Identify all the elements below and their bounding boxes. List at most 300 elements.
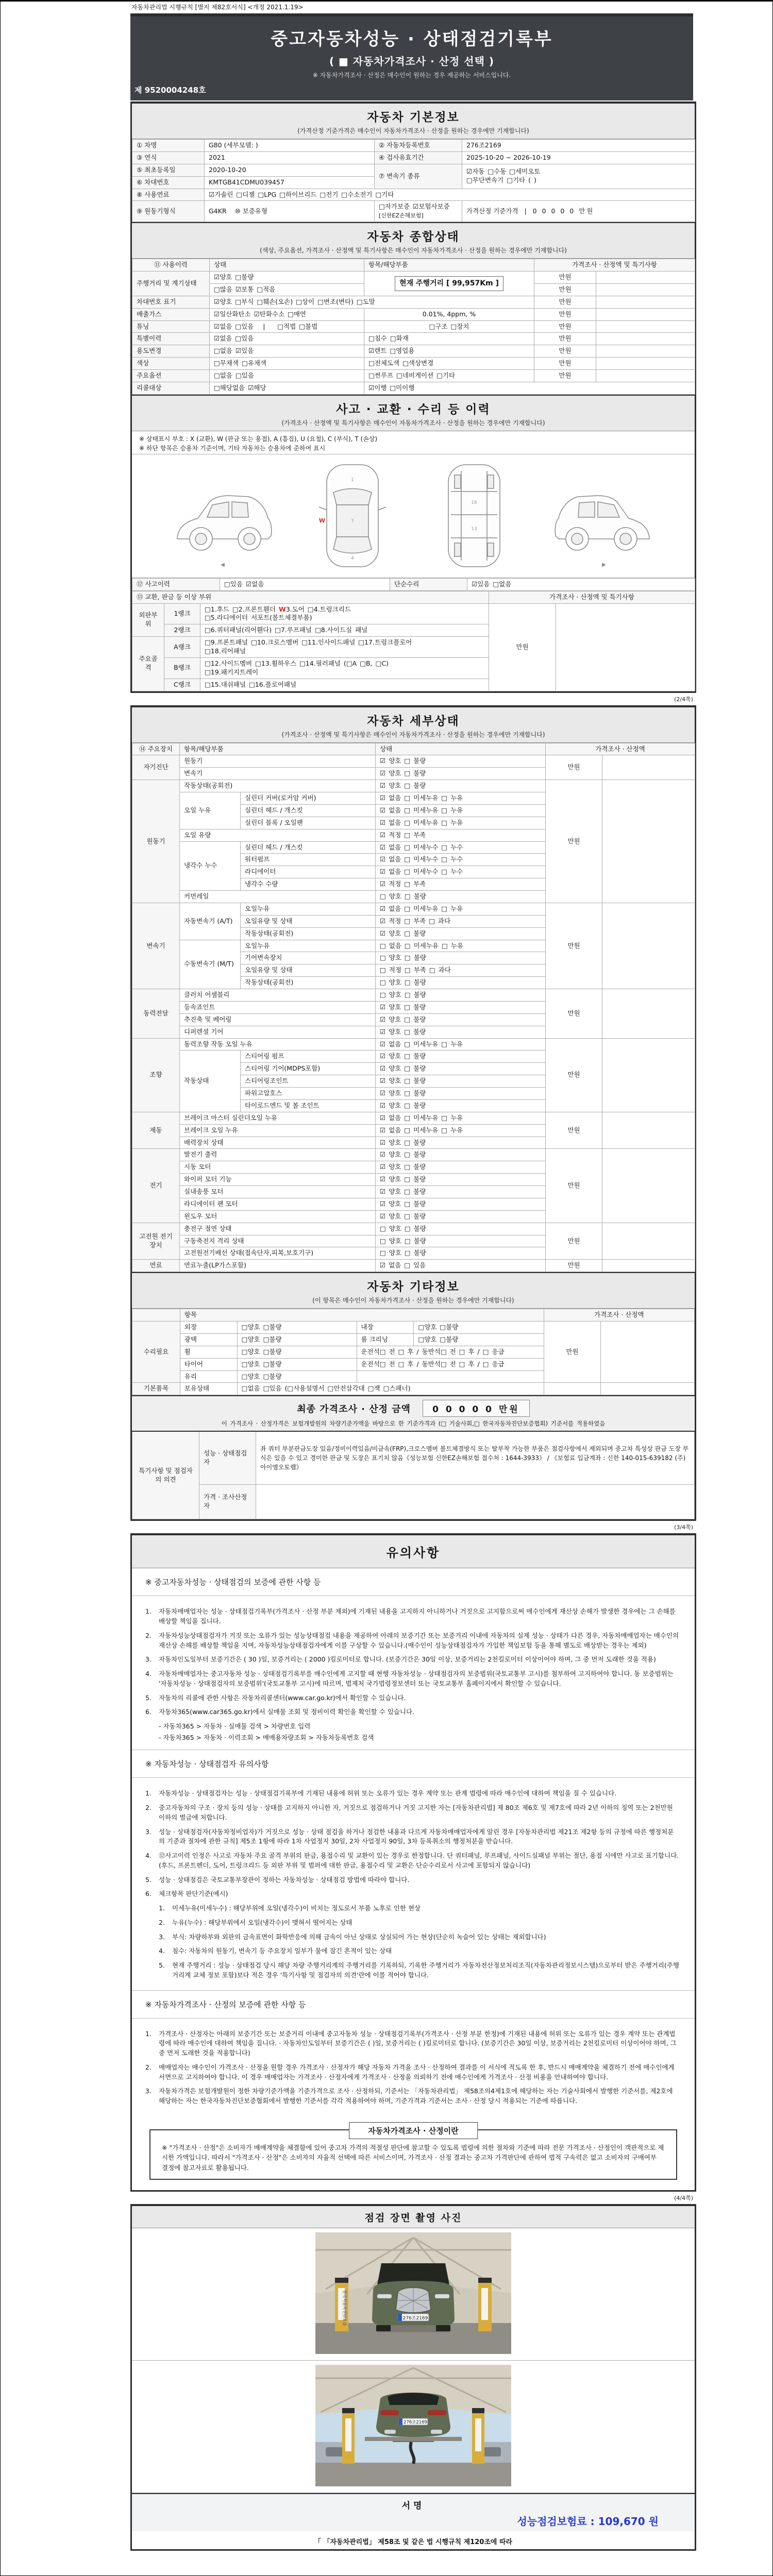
legend-line-1: ※ 상태표시 부호 : X (교환), W (판금 또는 용접), A (흠집), U (요철), C (부식), T (손상) [139, 435, 378, 443]
rank2-parts: □6.쿼터패널(리어휀다) □7.루프패널 □8.사이드실 패널 [200, 624, 489, 637]
part: 냉각수 수량 [241, 878, 376, 891]
rankA-line2: □18.리어패널 [205, 647, 246, 655]
state: ☑ 양호 □ 불량 [376, 1161, 546, 1174]
price-cell: 만원 [534, 345, 596, 358]
accident-title: 사고 · 교환 · 수리 등 이력 [336, 402, 491, 416]
field-label-engine-type: ⑨ 원동기형식 [132, 201, 205, 222]
recall-parts: ☑이행 □미이행 [364, 382, 695, 394]
state: ☑ 양호 □ 불량 [376, 927, 546, 940]
notes-cell [602, 903, 695, 989]
notice-block1-items [132, 1596, 695, 1750]
notice-item: 1. 가격조사 · 산정자는 아래의 보증기간 또는 보증거리 이내에 중고자동차 성능 · 상태점검기록부(가격조사 · 산정 부분 한정)에 기재된 내용에 허위 또는 오류가 있는 경우 계약 또는 관계법령에 따라 매수인에 대하여 책임을 집니다. · 자동차인도일부터 보증기간은 ( )일, 보증거리는 ( )킬로미터로 합니다. (보증기간은 30일 이상, 보증거리는 2천킬로미터 이상이어야 하며, 그 중 먼저 도래한 것을 적용합니다) [145, 2029, 677, 2057]
part: 기어변속장치 [241, 952, 376, 964]
section-box-4 [130, 2204, 696, 2551]
notes-cell [602, 780, 695, 903]
recall-state: □해당없음 ☑해당 [210, 382, 364, 394]
part: 오일유량 및 상태 [241, 964, 376, 977]
state: ☑ 양호 □ 불량 [376, 1050, 546, 1063]
tire-detail: 운전석□ 전 □ 후 / 동반석□ 전 □ 후 / □ 응급 [357, 1358, 544, 1370]
document-title: 중고자동차성능 · 상태점검기록부 [271, 29, 553, 49]
odometer-value: 현재 주행거리 [ 99,957Km ] [395, 276, 503, 291]
special-state: ☑없음 □있음 [210, 333, 364, 345]
transmission-options-2: □무단변속기 □기타 ( ) [466, 176, 536, 184]
notice-block3-items [132, 2019, 695, 2116]
color-state: □무채색 □유채색 [210, 358, 364, 370]
notice-item: 3. 자동차인도일부터 보증기간은 ( 30 )일, 보증거리는 ( 2000 )킬로미터로 합니다. (보증기간은 30일 이상, 보증거리는 2천킬로미터 이상이어야 하며, 그 중 먼저 도래한 것을 적용) [145, 1655, 656, 1664]
state: □ 양호 □ 불량 [376, 1223, 546, 1235]
notice-item: 1. 자동차매매업자는 성능 · 상태점검기록부(가격조사 · 산정 부분 제외)에 기재된 내용을 고지하지 아니하거나 거짓으로 고지함으로써 매수인에게 재산상 손해가 발생한 경우에는 그 손해를 배상할 책임을 집니다. [145, 1607, 676, 1625]
tire-state: □양호 □불량 [237, 1358, 357, 1370]
mileage-state-2: □많음 ☑보통 □적음 [210, 283, 364, 296]
item: 구동축전지 격리 상태 [180, 1235, 376, 1247]
document-header [130, 13, 693, 100]
part: 실린더 헤드 / 개스킷 [241, 841, 376, 854]
col-parts: 항목/해당부품 [364, 259, 534, 272]
price-cell: 만원 [534, 370, 596, 382]
section-box-3 [130, 1533, 696, 2192]
detail-subtitle: (가격조사 · 산정액 및 특기사항은 매수인이 자동차가격조사 · 산정을 원하는 경우에만 기재합니다) [281, 731, 545, 738]
inspection-photo-front [132, 2228, 695, 2361]
detail-header [132, 707, 695, 743]
wheel-label: 휠 [180, 1346, 237, 1358]
ext-label: 외장 [180, 1321, 237, 1334]
notes-cell [601, 1321, 695, 1383]
item: 동력조향 작동 오일 누유 [180, 1038, 376, 1050]
svg-text:1: 1 [350, 477, 354, 483]
front-license-plate: 276조2169 [402, 2315, 428, 2321]
notes-cell [596, 358, 695, 370]
col-usage-history: ⑪ 사용이력 [132, 259, 210, 272]
state: ☑ 없음 □ 미세누유 □ 누유 [376, 903, 546, 915]
state: □ 적정 □ 부족 □ 과다 [376, 964, 546, 977]
state: ☑ 양호 □ 불량 [376, 1063, 546, 1075]
price-cell: 만원 [534, 333, 596, 345]
diagram-caption: ◀ [221, 562, 225, 568]
notice-subitem: 1. 미세누유(미세누수) : 해당부위에 오일(냉각수)이 비치는 정도로서 부품 노후로 인한 현상 [159, 1904, 421, 1912]
field-label-car-name: ① 차명 [132, 140, 205, 152]
part: 작동상태(공회전) [241, 927, 376, 940]
state: ☑ 양호 □ 불량 [376, 780, 546, 792]
part: 워터펌프 [241, 854, 376, 866]
notice-block1-title: ※ 중고자동차성능 · 상태점검의 보증에 관한 사항 등 [132, 1568, 695, 1596]
group-selfdiag: 자기진단 [132, 755, 180, 780]
notice-item: 5. 성능 · 상태점검은 국토교통부장관이 정하는 자동차성능 · 상태점검 방법에 따라야 합니다. [145, 1875, 410, 1884]
state: ☑ 양호 □ 불량 [376, 1075, 546, 1088]
price-cell: 만원 [546, 780, 602, 903]
rankC-parts: □15.대쉬패널 □16.플로어패널 [200, 679, 489, 691]
final-price-band [132, 1395, 695, 1431]
state: ☑ 양호 □ 불량 [376, 1099, 546, 1112]
price-cell: 만원 [546, 989, 602, 1039]
tire-label: 타이어 [180, 1358, 237, 1370]
notice-item: 3. 자동차가격은 보험개발원이 정한 차량기준가액을 기준가격으로 조사 · 산정하되, 기준서는 「자동차관리법」 제58조의4제1호에 해당하는 자는 기술사회에서 발행한 기준서를, 제2호에 해당하는 자는 한국자동차진단보증협회에서 발행한 기준서를 각각 적용하여야 하며, 기준가격과 기준서는 조사 · 산정 당시 적용되는 기준에 따릅니다. [145, 2087, 673, 2105]
rank1-mid: 3.도어 □4.트렁크리드 [285, 605, 351, 613]
photo-front-illustration [315, 2232, 511, 2354]
int-label: 내장 [357, 1321, 414, 1334]
emission-values: 0.01%, 4ppm, % [364, 308, 534, 320]
field-fuel: ☑가솔린 □디젤 □LPG □하이브리드 □전기 □수소전기 □기타 [205, 189, 695, 201]
etc-col-item: 항목 [180, 1309, 544, 1321]
item: 작동상태(공회전) [180, 780, 376, 792]
photos-header [132, 2206, 695, 2228]
signature-label: 서명 [401, 2500, 425, 2511]
notice-item: 2. 중고자동차의 구조 · 장치 등의 성능 · 상태를 고지하지 아니한 자, 거짓으로 점검하거나 거짓 고지한 자는 [자동차관리법] 제 80조 제6호 및 제7호에 따라 2년 이하의 징역 또는 2천만원 이하의 벌금에 처합니다. [145, 1804, 673, 1821]
row-usage-change-label: 용도변경 [132, 345, 210, 358]
rank-price-column: 가격조사 · 산정액 및 특기사항 [489, 591, 695, 603]
car-underbody-diagram [430, 461, 518, 571]
state: ☑ 양호 □ 불량 [376, 755, 546, 768]
page-marker-3: (3/4쪽) [674, 1524, 693, 1531]
group-powertrain: 동력전달 [132, 989, 180, 1039]
item: 고전원전기배선 상태(접속단자,피복,보호기구) [180, 1247, 376, 1260]
field-inspection: 2025-10-20 ~ 2026-10-19 [462, 151, 695, 164]
notice-item: 6. 체크항목 판단기준(예시) [145, 1890, 228, 1898]
notes-cell [602, 1260, 695, 1272]
item: 커먼레일 [180, 891, 376, 903]
tuning-state-2: □적법 □불법 [277, 322, 318, 330]
price-cell: 만원 [534, 358, 596, 370]
col-price-notes: 가격조사 · 산정액 및 특기사항 [534, 259, 695, 272]
notice-item: 4. 자동차매매업자는 중고자동차 성능 · 상태점검기록부를 매수인에게 고지할 때 현행 자동차성능 · 상태점검자의 보증범위(국토교통부 고시)를 첨부하여 고지하여야 합니다. 동 보증범위는 '자동차성능 · 상태점검자의 보증범위'(국토교통부 고시)에 따르며, 법제처 국가법령정보센터 또는 국토교통부 홈페이지에서 확인할 수 있습니다. [145, 1670, 674, 1687]
color-parts: □전체도색 □색상변경 [364, 358, 534, 370]
item: 브레이크 마스터 실린더오일 누유 [180, 1112, 376, 1124]
polish-label: 광택 [180, 1333, 237, 1346]
item: 시동 모터 [180, 1161, 376, 1174]
state: ☑ 양호 □ 불량 [376, 768, 546, 780]
basic-info-title: 자동차 기본정보 [367, 111, 460, 124]
part: 파워고압호스 [241, 1088, 376, 1100]
state: ☑ 양호 □ 불량 [376, 1186, 546, 1198]
notes-cell [602, 1223, 695, 1260]
state: ☑ 없음 □ 미세누수 □ 누수 [376, 854, 546, 866]
item: 연료누출(LP가스포함) [180, 1260, 376, 1272]
state: □ 양호 □ 불량 [376, 989, 546, 1002]
inspector-label: 성능 · 상태점검자 [199, 1431, 256, 1485]
price-cell: 만원 [534, 296, 596, 308]
field-label-fuel: ⑧ 사용연료 [132, 189, 205, 201]
notice-subitem: - 자동차365 > 자동차 · 실매물 검색 > 차량번호 입력 [159, 1722, 311, 1730]
notice-subitem: 3. 부식: 차량하부와 외판의 금속표면이 화학반응에 의해 금속이 아닌 상태로 상실되어 가는 현상(단순히 녹슬어 있는 상태는 제외합니다) [159, 1933, 546, 1941]
price-cell: 만원 [546, 903, 602, 989]
row-options-label: 주요옵션 [132, 370, 210, 382]
notes-cell [596, 345, 695, 358]
notice-item: 4. ⑫사고이력 인정은 사고로 자동차 주요 골격 부위의 판금, 용접수리 및 교환이 있는 경우로 한정합니다. 단 쿼터패널, 루프패널, 사이드실패널 부위는 절단, 용접 시에만 사고로 표기합니다. (후드, 프론트펜더, 도어, 트렁크리드 등 외판 부위 및 범퍼에 대한 판금, 용접수리 및 교환은 단순수리로서 사고에 포함되지 않습니다) [145, 1852, 679, 1869]
notes-cell [602, 1038, 695, 1112]
notice-title: 유의사항 [132, 1535, 695, 1568]
warranty-options: □자가보증 ☑보험사보증 [379, 202, 450, 211]
door-weld-mark: W [318, 517, 325, 524]
price-cell: 만원 [546, 1038, 602, 1112]
part: 실린더 헤드 / 개스킷 [241, 804, 376, 817]
rankA-line1: □9.프론트패널 □10.크로스멤버 □11.인사이드패널 □17.트렁크플로어 [205, 638, 412, 647]
part: 타이로드엔드 및 볼 조인트 [241, 1099, 376, 1112]
state: ☑ 적정 □ 부족 □ 과다 [376, 915, 546, 927]
rankA-parts [200, 637, 489, 658]
subgroup-mt: 수동변속기 (M/T) [180, 940, 241, 989]
notes-cell [596, 272, 695, 284]
panel-rank-table [132, 591, 695, 691]
field-reg-no: 276조2169 [462, 140, 695, 152]
usage-change-parts: ☑렌트 □영업용 [364, 345, 534, 358]
rank1-parts [200, 603, 489, 624]
notes-cell [602, 1112, 695, 1149]
accident-history-state: □있음 ☑없음 [220, 578, 390, 590]
notes-cell [596, 308, 695, 320]
tuning-parts: □구조 □장치 [364, 320, 534, 333]
field-transmission [462, 164, 695, 189]
basic-info-subtitle: (가격산정 기준가격은 매수인이 자동차가격조사 · 산정을 원하는 경우에만 기재합니다) [297, 127, 529, 134]
state: ☑ 양호 □ 불량 [376, 1198, 546, 1210]
room-label: 룸 크리닝 [357, 1333, 414, 1346]
car-top-view-diagram [309, 461, 396, 571]
notes-cell [602, 1149, 695, 1223]
document-number: 제 9520004248호 [135, 86, 206, 95]
item: 오일 유량 [180, 829, 376, 841]
state: □ 양호 □ 불량 [376, 977, 546, 989]
hold-label: 보유상태 [180, 1383, 237, 1395]
state: □ 양호 □ 불량 [376, 952, 546, 964]
wheel-state: □양호 □불량 [237, 1346, 357, 1358]
state: ☑ 적정 □ 부족 [376, 829, 546, 841]
rankA-label: A랭크 [164, 637, 200, 658]
state: ☑ 없음 □ 미세누유 □ 누유 [376, 804, 546, 817]
field-car-name: G80 (세부모델: ) [205, 140, 375, 152]
group-steering: 조향 [132, 1038, 180, 1112]
field-label-first-reg: ⑤ 최초등록일 [132, 164, 205, 176]
diagram-caption: ▶ [601, 562, 606, 568]
notice-item: 2. 자동차성능상태점검자가 거짓 또는 오류가 있는 성능상태점검 내용을 제공하여 아래의 보증기간 또는 보증거리 이내에 자동차의 실제 성능 · 상태가 다른 경우, 자동차매매업자는 매수인의 재산상 손해를 배상할 책임을 지며, 자동차성능상태점검자에게 이를 구상할 수 있습니다.(매수인이 성능상태점검자가 가입한 책임보험 등을 통해 별도로 배상받는 경우는 제외) [145, 1631, 679, 1649]
item: 디퍼렌셜 기어 [180, 1026, 376, 1038]
state: ☑ 없음 □ 미세누유 □ 누유 [376, 1038, 546, 1050]
field-label-transmission: ⑦ 변속기 종류 [375, 164, 462, 189]
state: ☑ 없음 □ 미세누유 □ 누유 [376, 817, 546, 829]
section-box-2 [130, 705, 696, 1521]
rankB-line2: □19.패키지트레이 [205, 668, 259, 676]
state: ☑ 양호 □ 불량 [376, 1013, 546, 1026]
inspection-insurance-fee: 성능점검보험료 : 109,670 원 [517, 2515, 659, 2528]
state: ☑ 양호 □ 불량 [376, 1174, 546, 1186]
item: 와이퍼 모터 기능 [180, 1174, 376, 1186]
field-year: 2021 [205, 151, 375, 164]
price-cell: 만원 [534, 272, 596, 284]
price-cell: 만원 [546, 1223, 602, 1260]
notice-block2-items [132, 1778, 695, 1990]
rank1-pre: □1.후드 □2.프론트휀더 [205, 605, 279, 613]
price-definition-body: ※ "가격조사 · 산정"은 소비자가 매매계약을 체결함에 있어 중고차 가격의 적절성 판단에 참고할 수 있도록 법령에 의한 절차와 기준에 따라 전문 가격조사 · 산정인이 객관적으로 제시한 가액입니다. 따라서 "가격조사 · 산정"은 소비자의 자율적 선택에 따른 서비스이며, 가격조사 · 산정 결과는 중고차 가격판단에 관하여 법적 구속력은 없고 소비자의 구매여부 결정에 참고자료로 활용됩니다. [162, 2143, 664, 2172]
field-first-reg: 2020-10-20 [205, 164, 375, 176]
group-high-voltage: 고전원 전기장치 [132, 1223, 180, 1260]
field-label-reg-no: ② 자동차등록번호 [375, 140, 462, 152]
etc-title: 자동차 기타정보 [367, 1280, 460, 1294]
notes-cell [596, 283, 695, 296]
state: □ 양호 □ 불량 [376, 1247, 546, 1260]
item: 등속죠인트 [180, 1001, 376, 1013]
options-state: □없음 □있음 [210, 370, 364, 382]
repair-needed-label: 수리필요 [132, 1321, 180, 1383]
legal-footer-line: 「 「자동차관리법」 제58조 및 같은 법 시행규칙 제120조에 따라 [314, 2538, 513, 2546]
notes-cell [602, 755, 695, 780]
col-state: 상태 [210, 259, 364, 272]
state: □ 없음 □ 미세누유 □ 누유 [376, 940, 546, 952]
glass-state: □양호 □불량 [237, 1370, 357, 1383]
int-state: □양호 □불량 [414, 1321, 544, 1334]
price-cell: 만원 [534, 308, 596, 320]
price-cell: 만원 [546, 755, 602, 780]
state: ☑ 없음 □ 미세누수 □ 누수 [376, 866, 546, 878]
notice-item: 2. 매매업자는 매수인이 가격조사 · 산정을 원할 경우 가격조사 · 산정자가 해당 자동차 가격을 조사 · 산정하여 결과를 이 서식에 적도록 한 후, 반드시 매매계약을 체결하기 전에 매수인에게 서면으로 고지하여야 합니다. 이 경우 매매업자는 가격조사 · 산정자에게 가격조사 · 산정을 의뢰하기 전에 매수인에게 가격조사 · 산정 비용을 안내하여야 합니다. [145, 2063, 675, 2081]
wheel-detail: 운전석□ 전 □ 후 / 동반석□ 전 □ 후 / □ 응급 [357, 1346, 544, 1358]
row-mileage-label: 주행거리 및 계기상태 [132, 272, 210, 296]
rankB-label: B랭크 [164, 657, 200, 679]
price-definition-title: 자동차가격조사 · 산정이란 [349, 2122, 478, 2139]
document-subtitle: ( ■ 자동차가격조사 · 산정 선택 ) [329, 55, 495, 67]
basic-info-table [132, 139, 695, 222]
rankB-line1: □12.사이드멤버 □13.휠하우스 □14.필러패널 (□A □B, □C) [205, 659, 389, 667]
notice-item: 3. 성능 · 상태점검자(자동차정비업자)가 거짓으로 성능 · 상태 점검을 하거나 점검한 내용과 다르게 자동차매매업자에게 알린 경우 [자동차관리법 제21조 제2항 등의 규정에 따른 행정처분의 기준과 절차에 관한 규칙] 제5조 1항에 따라 1차 사업정지 30일, 2차 사업정지 90일, 3차 등록취소의 행정처분을 받습니다. [145, 1827, 674, 1845]
field-warranty [375, 201, 462, 222]
rank1-label: 1랭크 [164, 603, 200, 624]
notes-cell [596, 296, 695, 308]
group-electric: 전기 [132, 1149, 180, 1223]
notes-cell [596, 333, 695, 345]
ext-state: □양호 □불량 [237, 1321, 357, 1334]
part: 오일누유 [241, 903, 376, 915]
col-item: 항목/해당부품 [180, 743, 376, 755]
notice-subitem: 2. 누유(누수) : 해당부위에서 오일(냉각수)이 맺혀서 떨어지는 상태 [159, 1918, 352, 1926]
accident-header [132, 395, 695, 431]
item: 라디에이터 팬 모터 [180, 1198, 376, 1210]
usage-change-state: □없음 ☑있음 [210, 345, 364, 358]
polish-state: □양호 □불량 [237, 1333, 357, 1346]
appraiser-label: 가격 · 조사산정자 [199, 1485, 256, 1519]
field-label-warranty: ⑩ 보증유형 [234, 207, 267, 215]
col-detail-price: 가격조사 · 산정액 [546, 743, 695, 755]
price-cell: 만원 [534, 283, 596, 296]
notice-block2-title: ※ 자동차성능 · 상태점검자 유의사항 [132, 1750, 695, 1778]
group-fuel: 연료 [132, 1260, 180, 1272]
rank-table-title: ⑬ 교환, 판금 등 이상 부위 [132, 591, 489, 603]
inspection-photo-rear [132, 2361, 695, 2493]
state: ☑ 없음 □ 미세누유 □ 누유 [376, 792, 546, 805]
state: ☑ 없음 □ 미세누유 □ 누유 [376, 1112, 546, 1124]
overall-state-header [132, 222, 695, 259]
field-engine-type [205, 201, 375, 222]
part: 오일유량 및 상태 [241, 915, 376, 927]
subgroup-oil-leak: 오일 누유 [180, 792, 241, 829]
row-special-label: 특별이력 [132, 333, 210, 345]
col-detail-state: 상태 [376, 743, 546, 755]
photo-rear-illustration [315, 2365, 511, 2486]
legend-line-2: ※ 하단 항목은 승용차 기준이며, 기타 자동차는 승용차에 준하여 표시 [139, 444, 326, 452]
accident-history-table [132, 578, 695, 591]
price-cell: 만원 [546, 1112, 602, 1149]
tuning-state-1: ☑없음 □있음 [214, 322, 254, 330]
car-side-right-diagram [552, 461, 656, 571]
notice-item: 1. 자동차성능 · 상태점검자는 성능 · 상태점검기록부에 기재된 내용에 허위 또는 오류가 있는 경우 계약 또는 관계 법령에 따라 매수인에 대하여 책임을 질 수 있습니다. [145, 1789, 617, 1798]
item: 브레이크 오일 누유 [180, 1124, 376, 1137]
section-box-1 [130, 101, 696, 693]
state: ☑ 양호 □ 불량 [376, 1026, 546, 1038]
diagram-legend [132, 431, 695, 454]
etc-col-price: 가격조사 · 산정액 [544, 1309, 694, 1321]
part: 스티어링 기어(MDPS포함) [241, 1063, 376, 1075]
price-cell: 만원 [546, 1260, 602, 1272]
part: 작동상태(공회전) [241, 977, 376, 989]
etc-table [132, 1309, 695, 1395]
part: 실린더 블록 / 오일팬 [241, 817, 376, 829]
state: □ 양호 □ 불량 [376, 1235, 546, 1247]
item: 클러치 어셈블리 [180, 989, 376, 1002]
main-frame-label: 주요골격 [132, 637, 164, 691]
emission-state: ☑일산화탄소 ☑탄화수소 □매연 [210, 308, 364, 320]
state: ☑ 양호 □ 불량 [376, 1001, 546, 1013]
svg-text:16: 16 [471, 500, 477, 505]
state: ☑ 양호 □ 불량 [376, 1137, 546, 1149]
opinion-table [132, 1431, 695, 1519]
special-parts: □침수 □화재 [364, 333, 534, 345]
notice-subitem: 5. 현재 주행거리 : 성능 · 상태점검 당시 해당 차량 주행거리계의 주행거리를 기록하되, 기록한 주행거리가 자동차전산정보처리조직(자동차관리정보시스템)으로부터 받은 주행거리(주행거리계 교체 정보 포함)보다 적은 경우 '특기사항 및 점검자의 의견'란에 이를 적어야 합니다. [159, 1961, 679, 1979]
overall-state-title: 자동차 종합상태 [367, 230, 460, 244]
page-marker-2: (2/4쪽) [674, 696, 693, 703]
mileage-value-cell [364, 272, 534, 296]
rankB-parts [200, 657, 489, 679]
notice-block3-title: ※ 자동차가격조사 · 산정의 보증에 관한 사항 등 [132, 1990, 695, 2019]
final-price-label: 최종 가격조사 · 산정 금액 [297, 1404, 411, 1415]
simple-repair-label: 단순수리 [390, 578, 467, 590]
state: ☑ 없음 □ 있음 [376, 1260, 546, 1272]
appraiser-opinion-text [256, 1485, 695, 1519]
field-label-inspection: ④ 검사유효기간 [375, 151, 462, 164]
field-label-vin: ⑥ 차대번호 [132, 176, 205, 189]
item: 변속기 [180, 768, 376, 780]
engine-type-value: G4KR [209, 207, 227, 215]
options-parts: □썬루프 □네비게이션 □기타 [364, 370, 534, 382]
document-note: ※ 자동차가격조사 · 산정은 매수인이 원하는 경우 제공하는 서비스입니다. [312, 72, 511, 79]
item: 원동기 [180, 755, 376, 768]
field-label-year: ③ 연식 [132, 151, 205, 164]
price-cell: 만원 [546, 1149, 602, 1223]
rank-notes-cell [556, 603, 695, 691]
rank-price-cell: 만원 [489, 603, 556, 691]
state: ☑ 없음 □ 미세누수 □ 누수 [376, 841, 546, 854]
basic-info-header [132, 104, 695, 139]
part: 스티어링조인트 [241, 1075, 376, 1088]
row-color-label: 색상 [132, 358, 210, 370]
field-base-price: 가격산정 기준가격 | 0 0 0 0 0 만원 [462, 201, 695, 222]
svg-text:4: 4 [350, 555, 354, 561]
subgroup-at: 자동변속기 (A/T) [180, 903, 241, 940]
room-state: □양호 □불량 [414, 1333, 544, 1346]
detail-table [132, 743, 695, 1273]
base-price-label: 가격산정 기준가격 [466, 207, 518, 215]
row-tuning-label: 튜닝 [132, 320, 210, 333]
field-vin: KMTGB41CDMU039457 [205, 176, 375, 189]
weld-mark-door: W [278, 605, 286, 613]
hold-state: □없음 □있음 (□사용설명서 □안전삼각대 □잭 □스패너) [237, 1383, 544, 1395]
rank1-line2: □5.라디에이터 서포트(볼트체결부품) [205, 614, 312, 622]
item: 배력장치 상태 [180, 1137, 376, 1149]
state: ☑ 양호 □ 불량 [376, 1088, 546, 1100]
base-price-value: 0 0 0 0 0 만원 [532, 207, 595, 215]
group-engine: 원동기 [132, 780, 180, 903]
page-marker-4: (4/4쪽) [674, 2194, 693, 2201]
subgroup-coolant: 냉각수 누수 [180, 841, 241, 891]
item: 추진축 및 베어링 [180, 1013, 376, 1026]
subgroup-steer-op: 작동상태 [180, 1050, 241, 1112]
svg-text:7: 7 [350, 518, 354, 524]
notice-subitem: - 자동차365 > 자동차 · 이력조회 > 매매용차량조회 > 자동차등록번호 검색 [159, 1734, 374, 1742]
vin-mark-state: ☑양호 □부식 □훼손(오손) □상이 □변조(변타) □도말 [210, 296, 534, 308]
